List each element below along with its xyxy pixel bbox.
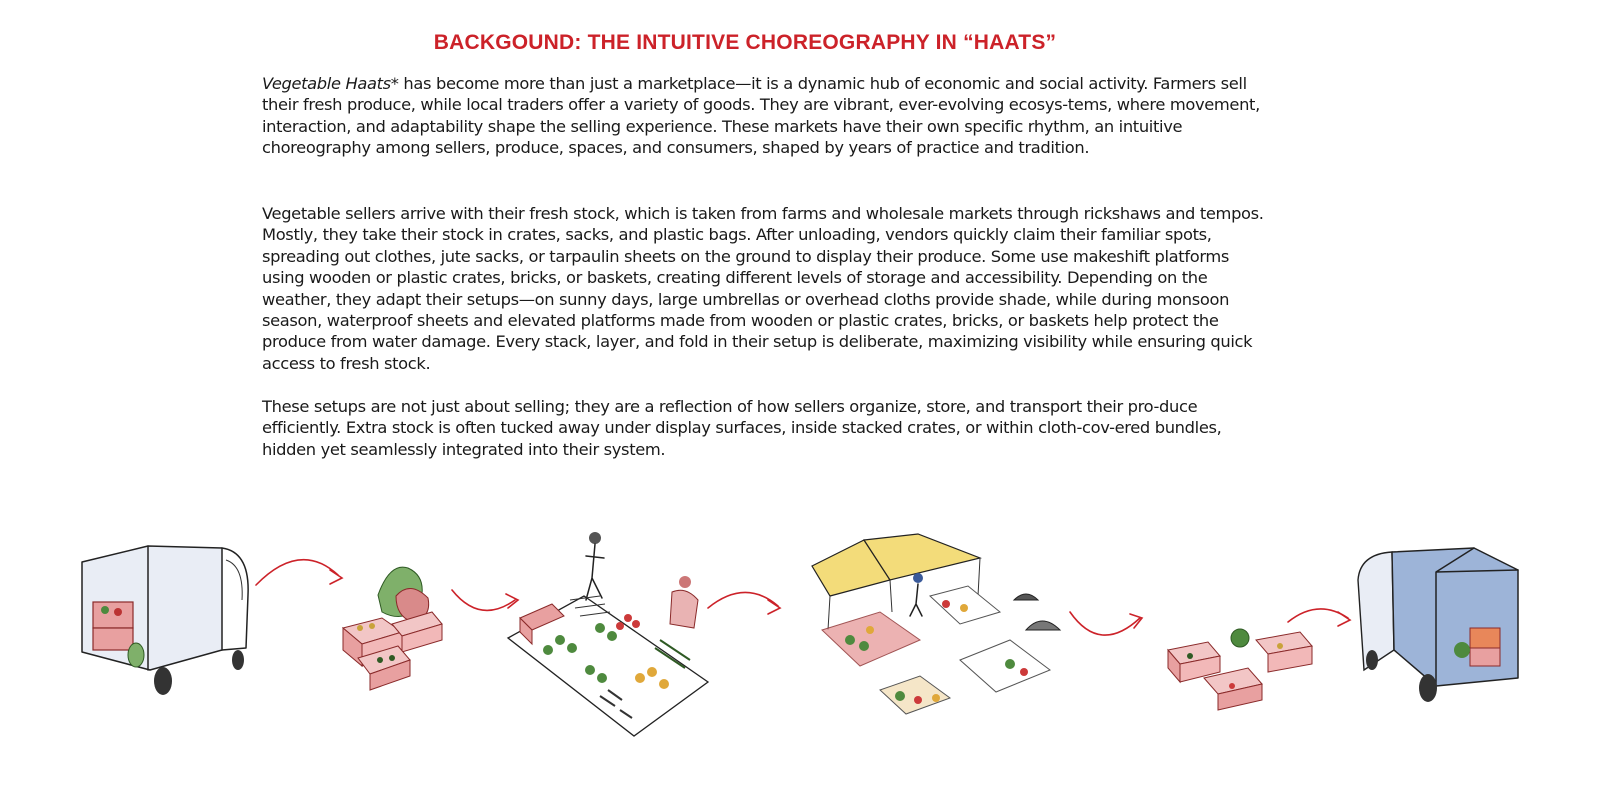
rickshaw-departure-icon	[1358, 548, 1518, 702]
flow-arrow-1	[256, 560, 338, 585]
flow-arrow-5	[1288, 609, 1348, 622]
rickshaw-arrival-icon	[82, 546, 248, 695]
setup-paragraph: Vegetable sellers arrive with their fresh stock, which is taken from farms and wholesale markets through rickshaws and tempos. Mostly, they take their stock in crates, sacks, and plastic bags. After unloading, vendors quickly claim their familiar spots, spreading out clothes, jute sacks, or tarpaulin sheets on the ground to display their produce. Some use makeshift platforms using wooden or plastic crates, bricks, or baskets, creating different levels of storage and accessibility. Depending on the weather, they adapt their setups—on sunny days, large umbrellas or overhead cloths provide shade, while during monsoon season, waterproof sheets and elevated platforms made from wooden or plastic crates, bricks, or baskets help protect the produce from water damage. Every stack, layer, and fold in their setup is deliberate, maximizing visibility while ensuring quick access to fresh stock.	[262, 204, 1264, 373]
ground-display-icon	[508, 532, 708, 736]
flow-arrow-5-head	[1338, 612, 1350, 626]
intro-paragraph	[262, 73, 1274, 159]
flow-arrow-1-head	[330, 570, 342, 584]
flow-arrow-4	[1070, 612, 1140, 635]
intro-paragraph-text: has become more than just a marketplace—it is a dynamic hub of economic and social activity. Farmers sell their fresh produce, while local traders offer a variety of goods. They are vibrant, ever-evolving ecosys-tems, where movement, interaction, and adaptability shape the selling experience. These markets have their own specific rhythm, an intuitive choreography among sellers, produce, spaces, and consumers, shaped by years of practice and tradition.	[262, 74, 1260, 158]
flow-arrow-2	[452, 590, 515, 610]
shaded-market-icon	[812, 534, 1060, 714]
storage-paragraph: These setups are not just about selling; they are a reflection of how sellers organize, store, and transport their pro-duce efficiently. Extra stock is often tucked away under display surfaces, inside stacked crates, or within cloth-cov-ered bundles, hidden yet seamlessly integrated into their system.	[262, 397, 1222, 459]
market-sequence-illustration	[0, 500, 1600, 760]
page-title: BACKGOUND: THE INTUITIVE CHOREOGRAPHY IN “HAATS”	[433, 31, 1057, 54]
crates-and-bags-icon	[343, 567, 442, 690]
haats-term: Vegetable Haats*	[262, 74, 399, 93]
flow-arrow-2-head	[506, 594, 518, 608]
packed-crates-icon	[1168, 629, 1312, 710]
